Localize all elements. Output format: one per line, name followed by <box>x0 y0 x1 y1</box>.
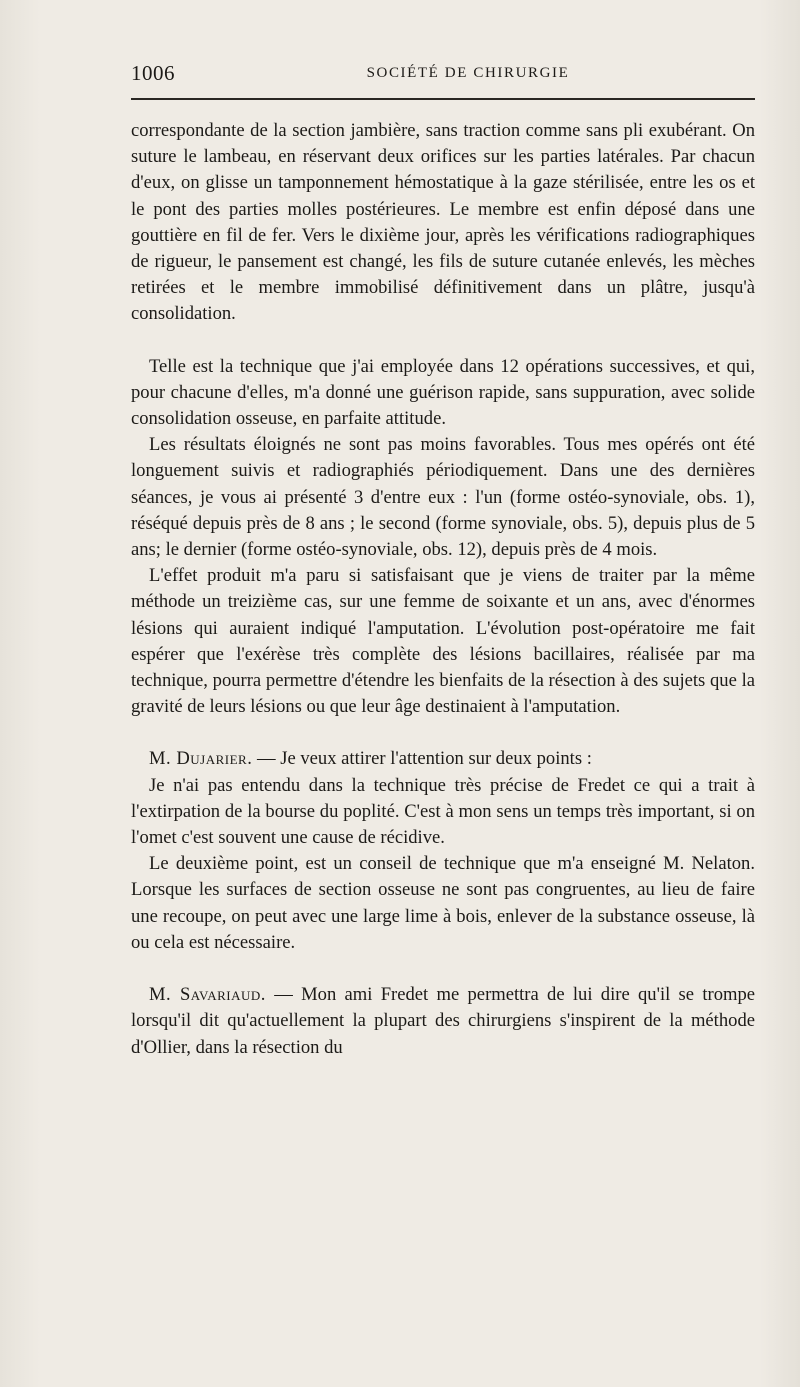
running-title: SOCIÉTÉ DE CHIRURGIE <box>366 65 570 81</box>
body-text <box>131 118 755 1061</box>
speaker-name: M. Dujarier. <box>149 748 253 770</box>
running-head <box>131 58 755 88</box>
speaker-text: — Mon ami Fredet me permettra de lui dire qu'il se trompe lorsqu'il dit qu'actuellement la plupart des chirurgiens s'inspirent de la méthode d'Ollier, dans la résection du <box>131 984 756 1058</box>
paragraph-savariaud <box>131 982 755 1061</box>
paragraph-gap <box>131 720 755 746</box>
paragraph-dujarier-point-two: Le deuxième point, est un conseil de technique que m'a enseigné M. Nelaton. Lorsque les surfaces de section osseuse ne sont pas congruentes, au lieu de faire une recoupe, on peut avec une large lime à bois, enlever de la substance osseuse, là ou cela est nécessaire. <box>131 853 755 953</box>
paragraph-thirteenth-case: L'effet produit m'a paru si satisfaisant que je viens de traiter par la même méthode un treizième cas, sur une femme de soixante et un ans, avec d'énormes lésions qui auraient indiqué l'amputation. L'évolution post-opératoire me fait espérer que l'exérèse très complète des lésions bacillaires, réalisée par ma technique, pourra permettre d'étendre les bienfaits de la résection à des sujets que la gravité de leurs lésions ou que leur âge destinaient à l'amputation. <box>131 565 755 718</box>
speaker-text: — Je veux attirer l'attention sur deux points : <box>252 748 592 770</box>
speaker-name: M. Savariaud. <box>149 984 266 1006</box>
header-rule <box>131 98 755 100</box>
paragraph-results: Les résultats éloignés ne sont pas moins favorables. Tous mes opérés ont été longuement suivis et radiographiés périodiquement. Dans une des dernières séances, je vous ai présenté 3 d'entre eux : l'un (forme ostéo-synoviale, obs. 1), réséqué depuis près de 8 ans ; le second (forme synoviale, obs. 5), depuis plus de 5 ans; le dernier (forme ostéo-synoviale, obs. 12), depuis près de 4 mois. <box>131 434 755 561</box>
page-number: 1006 <box>131 61 175 85</box>
paragraph-dujarier-point-one: Je n'ai pas entendu dans la technique très précise de Fredet ce qui a trait à l'extirpation de la bourse du poplité. C'est à mon sens un temps très important, si on l'omet c'est souvent une cause de récidive. <box>131 774 755 849</box>
paragraph-gap <box>131 328 755 354</box>
paragraph-technique: Telle est la technique que j'ai employée dans 12 opérations successives, et qui, pour chacune d'elles, m'a donné une guérison rapide, sans suppuration, avec solide consolidation osseuse, en parfaite attitude. <box>131 355 755 430</box>
paragraph-dujarier-intro <box>131 746 755 772</box>
paragraph-gap <box>131 956 755 982</box>
paragraph-continuation: correspondante de la section jambière, sans traction comme sans pli exubérant. On suture le lambeau, en réservant deux orifices sur les parties latérales. Par chacun d'eux, on glisse un tamponnement hémostatique à la gaze stérilisée, entre les os et le pont des parties molles postérieures. Le membre est enfin déposé dans une gouttière en fil de fer. Vers le dixième jour, après les vérifications radiographiques de rigueur, le pansement est changé, les fils de suture cutanée enlevés, les mèches retirées et le membre immobilisé définitivement dans un plâtre, jusqu'à consolidation. <box>131 120 755 325</box>
